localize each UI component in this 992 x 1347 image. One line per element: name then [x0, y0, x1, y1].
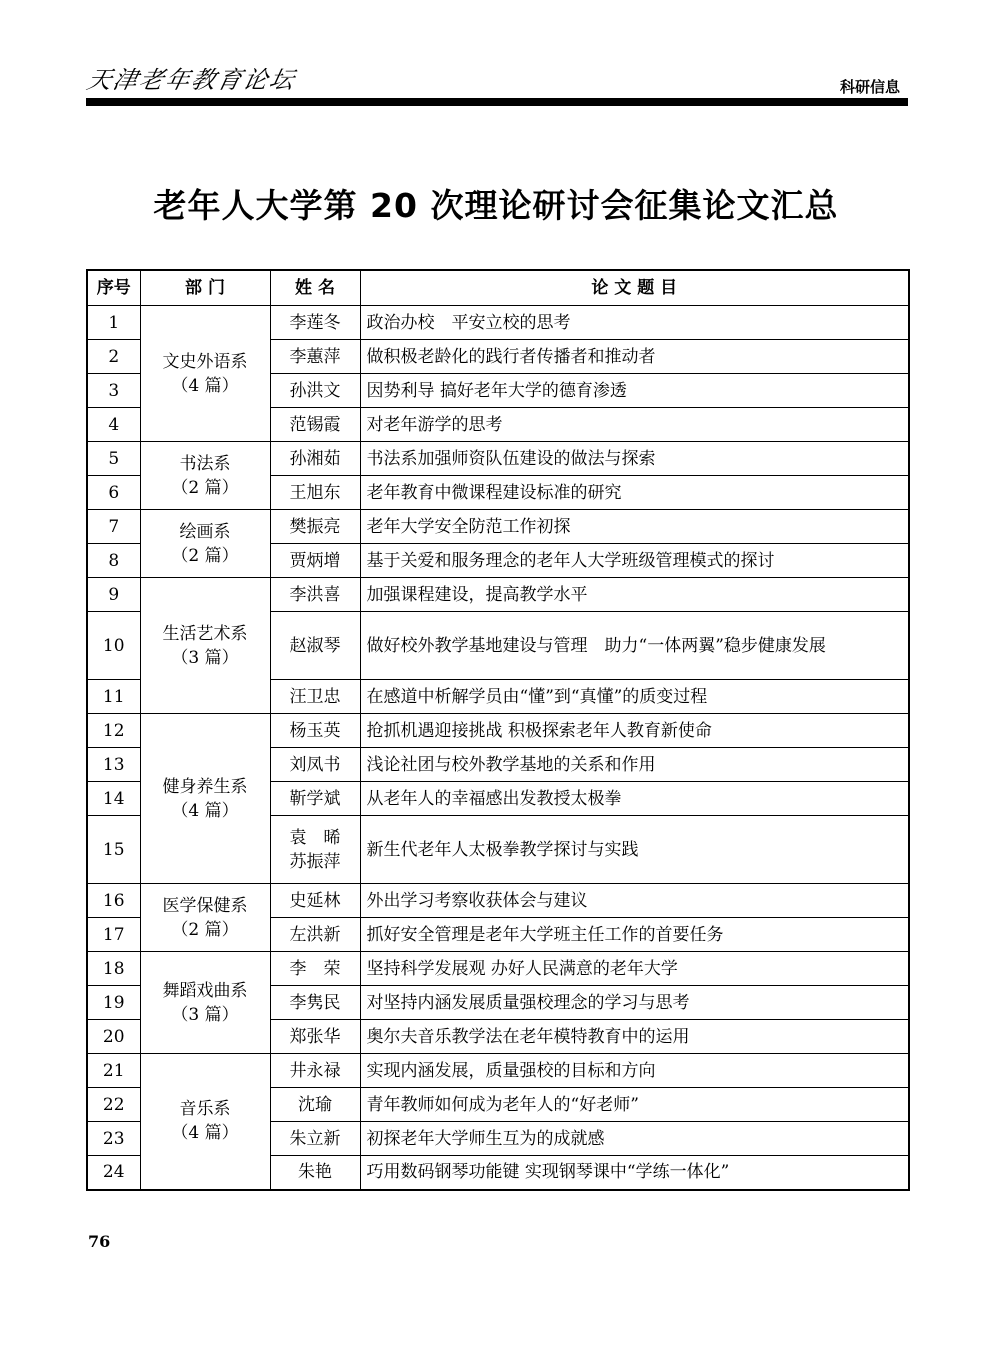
department-count: （3 篇） — [171, 1004, 239, 1025]
department-count: （4 篇） — [171, 375, 239, 396]
author-name: 李隽民 — [289, 992, 341, 1013]
author-name: 朱艳 — [298, 1162, 332, 1183]
row-number: 22 — [87, 1088, 140, 1122]
author-cell — [270, 408, 360, 442]
author-cell — [270, 544, 360, 578]
department-cell — [140, 714, 270, 884]
author-cell — [270, 782, 360, 816]
header-title: 论 文 题 目 — [360, 270, 909, 306]
author-name: 朱立新 — [289, 1128, 341, 1149]
paper-title: 浅论社团与校外教学基地的关系和作用 — [360, 748, 909, 782]
author-name: 汪卫忠 — [289, 686, 341, 707]
author-cell — [270, 714, 360, 748]
department-count: （2 篇） — [171, 545, 239, 566]
author-name: 王旭东 — [289, 482, 341, 503]
paper-title: 在感道中析解学员由“懂”到“真懂”的质变过程 — [360, 680, 909, 714]
paper-title: 实现内涵发展，质量强校的目标和方向 — [360, 1054, 909, 1088]
author-cell — [270, 918, 360, 952]
author-cell — [270, 680, 360, 714]
paper-title: 老年大学安全防范工作初探 — [360, 510, 909, 544]
author-name: 刘凤书 — [289, 754, 341, 775]
author-name: 苏振萍 — [289, 851, 341, 872]
header-rule — [86, 98, 908, 106]
author-name: 郑张华 — [289, 1026, 341, 1047]
author-name: 孙湘茹 — [289, 448, 341, 469]
paper-title: 书法系加强师资队伍建设的做法与探索 — [360, 442, 909, 476]
author-cell — [270, 816, 360, 884]
paper-title: 巧用数码钢琴功能键 实现钢琴课中“学练一体化” — [360, 1156, 909, 1190]
department-name: 书法系 — [179, 453, 231, 474]
author-cell — [270, 340, 360, 374]
page-title: 老年人大学第 20 次理论研讨会征集论文汇总 — [153, 186, 839, 225]
department-cell — [140, 952, 270, 1054]
row-number: 20 — [87, 1020, 140, 1054]
author-name: 左洪新 — [289, 924, 341, 945]
paper-title: 奥尔夫音乐教学法在老年模特教育中的运用 — [360, 1020, 909, 1054]
author-cell — [270, 510, 360, 544]
department-cell — [140, 306, 270, 442]
paper-title: 对老年游学的思考 — [360, 408, 909, 442]
paper-title: 从老年人的幸福感出发教授太极拳 — [360, 782, 909, 816]
department-name: 生活艺术系 — [162, 623, 248, 644]
row-number: 18 — [87, 952, 140, 986]
row-number: 23 — [87, 1122, 140, 1156]
table-header-row — [87, 270, 909, 306]
row-number: 4 — [87, 408, 140, 442]
table-row — [87, 442, 909, 476]
journal-logo: 天津老年教育论坛 — [84, 66, 299, 94]
department-name: 音乐系 — [179, 1099, 231, 1120]
row-number: 2 — [87, 340, 140, 374]
papers-table — [86, 269, 910, 1191]
author-cell — [270, 1054, 360, 1088]
author-cell — [270, 1156, 360, 1190]
department-cell — [140, 442, 270, 510]
paper-title: 抢抓机遇迎接挑战 积极探索老年人教育新使命 — [360, 714, 909, 748]
department-name: 健身养生系 — [162, 776, 248, 797]
row-number: 11 — [87, 680, 140, 714]
paper-title: 做好校外教学基地建设与管理 助力“一体两翼”稳步健康发展 — [360, 612, 909, 680]
department-cell — [140, 1054, 270, 1190]
paper-title: 基于关爱和服务理念的老年人大学班级管理模式的探讨 — [360, 544, 909, 578]
department-name: 医学保健系 — [162, 895, 248, 916]
department-name: 舞蹈戏曲系 — [162, 980, 248, 1001]
author-name: 范锡霞 — [289, 414, 341, 435]
author-cell — [270, 442, 360, 476]
author-cell — [270, 578, 360, 612]
table-row — [87, 714, 909, 748]
author-cell — [270, 1088, 360, 1122]
row-number: 15 — [87, 816, 140, 884]
table-row — [87, 510, 909, 544]
paper-title: 加强课程建设，提高教学水平 — [360, 578, 909, 612]
row-number: 10 — [87, 612, 140, 680]
row-number: 14 — [87, 782, 140, 816]
paper-title: 因势利导 搞好老年大学的德育渗透 — [360, 374, 909, 408]
row-number: 21 — [87, 1054, 140, 1088]
row-number: 6 — [87, 476, 140, 510]
author-cell — [270, 1122, 360, 1156]
header-no: 序号 — [87, 270, 140, 306]
paper-title: 做积极老龄化的践行者传播者和推动者 — [360, 340, 909, 374]
department-count: （2 篇） — [171, 477, 239, 498]
author-cell — [270, 748, 360, 782]
row-number: 17 — [87, 918, 140, 952]
department-name: 文史外语系 — [162, 351, 248, 372]
author-name: 史延林 — [289, 890, 341, 911]
row-number: 16 — [87, 884, 140, 918]
department-count: （4 篇） — [171, 1123, 239, 1144]
author-name: 李莲冬 — [289, 312, 341, 333]
author-name: 靳学斌 — [289, 788, 341, 809]
author-cell — [270, 884, 360, 918]
author-cell — [270, 374, 360, 408]
author-name: 贾炳增 — [289, 550, 341, 571]
table-row — [87, 1054, 909, 1088]
paper-title: 外出学习考察收获体会与建议 — [360, 884, 909, 918]
author-name: 井永禄 — [289, 1060, 341, 1081]
author-cell — [270, 306, 360, 340]
department-count: （4 篇） — [171, 800, 239, 821]
row-number: 3 — [87, 374, 140, 408]
row-number: 24 — [87, 1156, 140, 1190]
header-dept: 部 门 — [140, 270, 270, 306]
department-cell — [140, 510, 270, 578]
author-cell — [270, 952, 360, 986]
row-number: 5 — [87, 442, 140, 476]
row-number: 12 — [87, 714, 140, 748]
author-name: 李蕙萍 — [289, 346, 341, 367]
author-cell — [270, 1020, 360, 1054]
table-body — [87, 306, 909, 1190]
author-name: 杨玉英 — [289, 720, 341, 741]
row-number: 7 — [87, 510, 140, 544]
row-number: 8 — [87, 544, 140, 578]
department-cell — [140, 578, 270, 714]
paper-title: 初探老年大学师生互为的成就感 — [360, 1122, 909, 1156]
table-row — [87, 952, 909, 986]
author-cell — [270, 476, 360, 510]
author-name: 李 荣 — [289, 958, 341, 979]
section-label: 科研信息 — [839, 78, 900, 96]
paper-title: 对坚持内涵发展质量强校理念的学习与思考 — [360, 986, 909, 1020]
paper-title: 新生代老年人太极拳教学探讨与实践 — [360, 816, 909, 884]
department-cell — [140, 884, 270, 952]
paper-title: 政治办校 平安立校的思考 — [360, 306, 909, 340]
header-author: 姓 名 — [270, 270, 360, 306]
row-number: 9 — [87, 578, 140, 612]
table-row — [87, 578, 909, 612]
department-count: （3 篇） — [171, 647, 239, 668]
table-row — [87, 884, 909, 918]
paper-title: 青年教师如何成为老年人的“好老师” — [360, 1088, 909, 1122]
row-number: 19 — [87, 986, 140, 1020]
author-name: 李洪喜 — [289, 584, 341, 605]
page-number: 76 — [88, 1232, 111, 1251]
row-number: 13 — [87, 748, 140, 782]
author-cell — [270, 612, 360, 680]
author-name: 孙洪文 — [289, 380, 341, 401]
department-name: 绘画系 — [179, 521, 231, 542]
paper-title: 老年教育中微课程建设标准的研究 — [360, 476, 909, 510]
author-cell — [270, 986, 360, 1020]
author-name: 沈瑜 — [298, 1094, 332, 1115]
author-name: 赵淑琴 — [289, 635, 341, 656]
row-number: 1 — [87, 306, 140, 340]
paper-title: 坚持科学发展观 办好人民满意的老年大学 — [360, 952, 909, 986]
author-name: 樊振亮 — [289, 516, 341, 537]
author-name: 袁 晞 — [289, 827, 341, 848]
table-row — [87, 306, 909, 340]
paper-title: 抓好安全管理是老年大学班主任工作的首要任务 — [360, 918, 909, 952]
department-count: （2 篇） — [171, 919, 239, 940]
